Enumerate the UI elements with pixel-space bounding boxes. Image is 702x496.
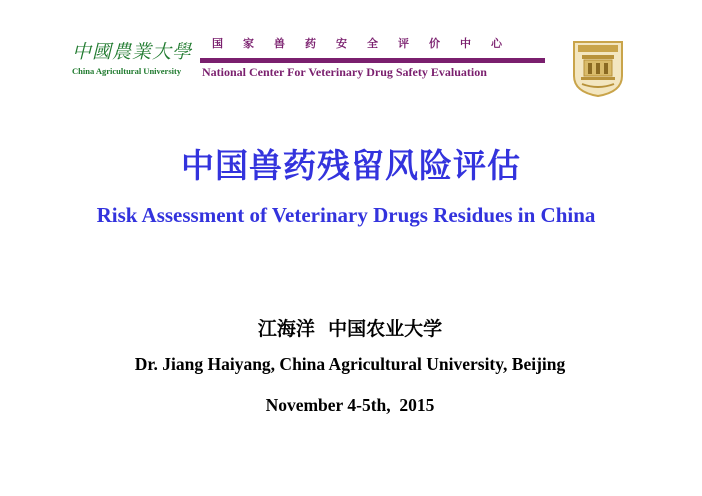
author-en: Dr. Jiang Haiyang, China Agricultural University, Beijing xyxy=(134,354,566,374)
center-name-en: National Center For Veterinary Drug Safety Evaluation xyxy=(202,65,487,79)
university-name-cn: 中國農業大學 xyxy=(72,41,193,63)
university-name-en: China Agricultural University xyxy=(72,66,182,76)
author-cn: 江海洋 中国农业大学 xyxy=(257,318,443,340)
title-en: Risk Assessment of Veterinary Drugs Residues in China xyxy=(96,203,596,227)
event-date: November 4-5th, 2015 xyxy=(265,395,435,415)
university-logo xyxy=(72,40,193,76)
center-banner xyxy=(200,36,545,80)
title-cn: 中国兽药残留风险评估 xyxy=(181,146,521,185)
university-seal-icon xyxy=(570,38,626,98)
center-name-cn: 国家兽药安全评价中心 xyxy=(212,37,522,50)
banner-divider xyxy=(200,58,545,63)
